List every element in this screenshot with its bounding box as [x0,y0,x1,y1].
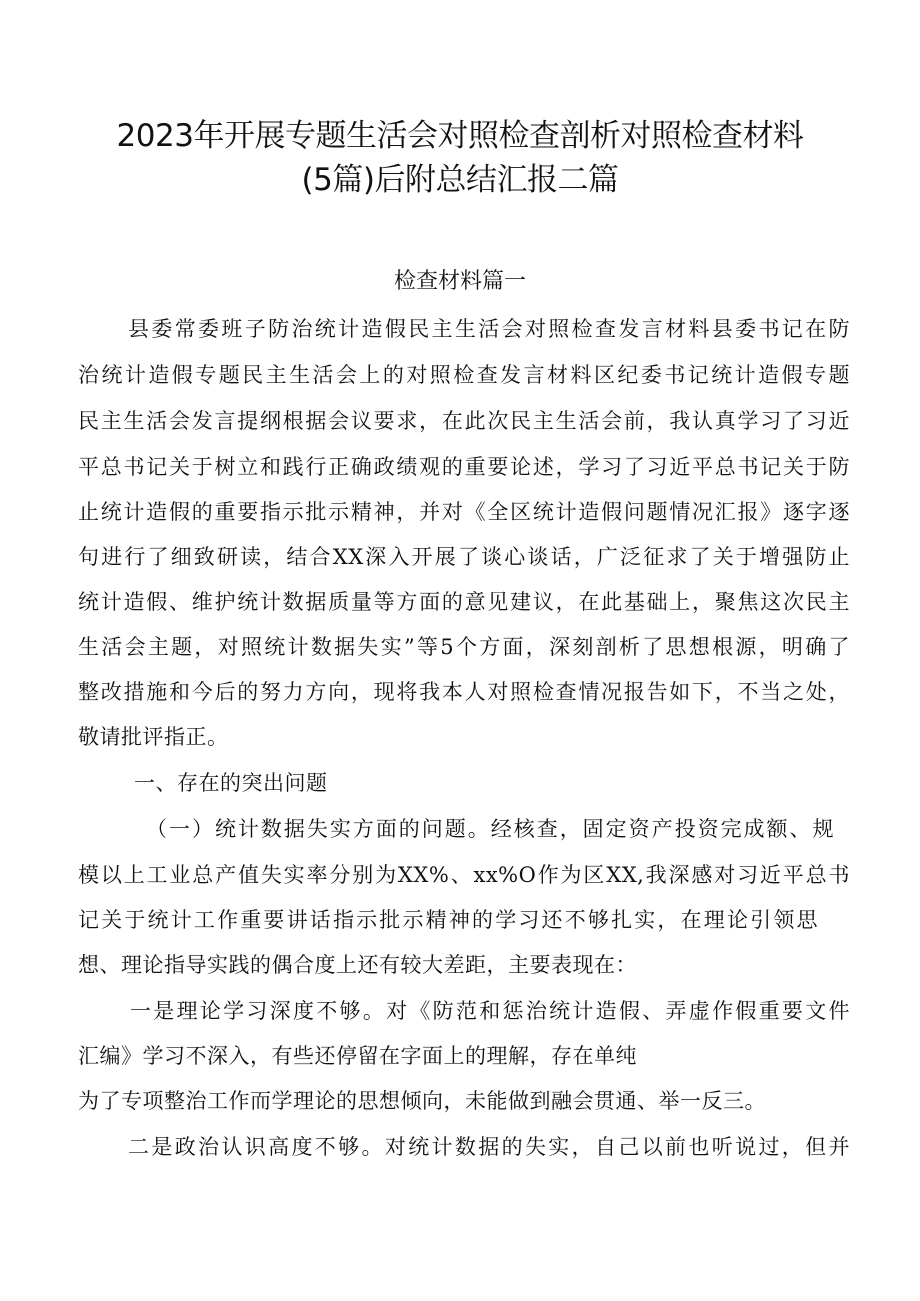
paragraph-line: 一是理论学习深度不够。对《防范和惩治统计造假、弄虚作假重要文件 [130,999,850,1023]
section-subheading: 一、存在的突出问题 [134,771,328,795]
paragraph-line: 民主生活会发言提纲根据会议要求，在此次民主生活会前，我认真学习了习近 [78,409,850,433]
paragraph-line: 模以上工业总产值失实率分别为XX%、xx%O作为区XX,我深感对习近平总书 [78,863,850,887]
paragraph-line: 汇编》学习不深入，有些还停留在字面上的理解，存在单纯 [78,1044,637,1068]
document-title-line-2: (5篇)后附总结汇报二篇 [301,162,619,198]
paragraph-line: 想、理论指导实践的偶合度上还有较大差距，主要表现在： [78,953,637,977]
paragraph-line: 平总书记关于树立和践行正确政绩观的重要论述，学习了习近平总书记关于防 [78,455,850,479]
paragraph-line: 统计造假、维护统计数据质量等方面的意见建议，在此基础上，聚焦这次民主 [78,590,850,614]
paragraph-line: 句进行了细致研读，结合XX深入开展了谈心谈话，广泛征求了关于增强防止 [78,545,850,569]
paragraph-line: 县委常委班子防治统计造假民主生活会对照检查发言材料县委书记在防 [128,317,850,341]
paragraph-line: （一）统计数据失实方面的问题。经核查，固定资产投资完成额、规 [146,817,834,841]
paragraph-line: 治统计造假专题民主生活会上的对照检查发言材料区纪委书记统计造假专题 [78,363,850,387]
paragraph-line: 止统计造假的重要指示批示精神，并对《全区统计造假问题情况汇报》逐字逐 [78,500,850,524]
paragraph-line: 生活会主题，对照统计数据失实”等5个方面，深刻剖析了思想根源，明确了 [78,635,850,659]
paragraph-line: 二是政治认识高度不够。对统计数据的失实，自己以前也听说过，但并 [128,1135,850,1159]
paragraph-line: 敬请批评指正。 [78,725,229,749]
section-heading: 检查材料篇一 [393,269,526,294]
paragraph-line: 记关于统计工作重要讲话指示批示精神的学习还不够扎实，在理论引领思 [78,908,818,932]
paragraph-line: 整改措施和今后的努力方向，现将我本人对照检查情况报告如下，不当之处， [78,680,850,704]
document-title-line-1: 2023年开展专题生活会对照检查剖析对照检查材料 [116,118,804,154]
paragraph-line: 为了专项整治工作而学理论的思想倾向，未能做到融会贯通、举一反三。 [78,1089,766,1113]
